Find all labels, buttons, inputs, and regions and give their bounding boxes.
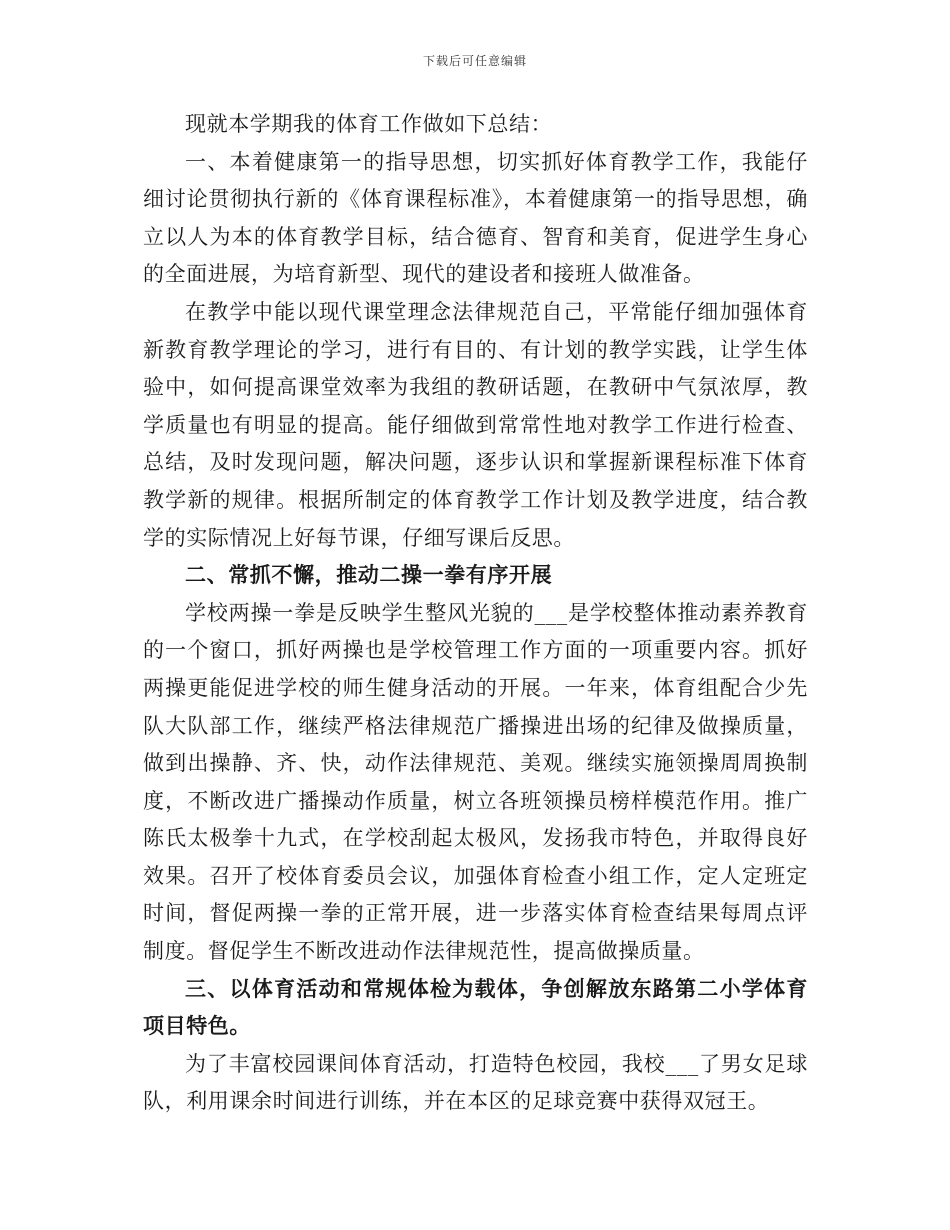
heading-section-3: 三、以体育活动和常规体检为载体，争创解放东路第二小学体育项目特色。 <box>143 976 808 1039</box>
page-header-note: 下载后可任意编辑 <box>422 54 527 68</box>
document-body <box>143 106 808 1121</box>
paragraph-teaching: 在教学中能以现代课堂理念法律规范自己，平常能仔细加强体育新教育教学理论的学习，进行有目的、有计划的教学实践，让学生体验中，如何提高课堂效率为我组的教研话题，在教研中气氛浓厚，教学质量也有明显的提高。能仔细做到常常性地对教学工作进行检查、总结，及时发现问题，解决问题，逐步认识和掌握新课程标准下体育教学新的规律。根据所制定的体育教学工作计划及教学进度，结合教学的实际情况上好每节课，仔细写课后反思。 <box>143 299 808 550</box>
paragraph-section-1: 一、本着健康第一的指导思想，切实抓好体育教学工作，我能仔细讨论贯彻执行新的《体育课程标准》，本着健康第一的指导思想，确立以人为本的体育教学目标，结合德育、智育和美育，促进学生身心的全面进展，为培育新型、现代的建设者和接班人做准备。 <box>143 149 808 287</box>
paragraph-exercises: 学校两操一拳是反映学生整风光貌的___是学校整体推动素养教育的一个窗口，抓好两操也是学校管理工作方面的一项重要内容。抓好两操更能促进学校的师生健身活动的开展。一年来，体育组配合少先队大队部工作，继续严格法律规范广播操进出场的纪律及做操质量，做到出操静、齐、快，动作法律规范、美观。继续实施领操周周换制度，不断改进广播操动作质量，树立各班领操员榜样模范作用。推广陈氏太极拳十九式，在学校刮起太极风，发扬我市特色，并取得良好效果。召开了校体育委员会议，加强体育检查小组工作，定人定班定时间，督促两操一拳的正常开展，进一步落实体育检查结果每周点评制度。督促学生不断改进动作法律规范性，提高做操质量。 <box>143 600 808 964</box>
heading-section-2: 二、常抓不懈，推动二操一拳有序开展 <box>185 563 553 588</box>
paragraph-football: 为了丰富校园课间体育活动，打造特色校园，我校___了男女足球队，利用课余时间进行训练，并在本区的足球竞赛中获得双冠王。 <box>143 1051 808 1114</box>
paragraph-intro: 现就本学期我的体育工作做如下总结： <box>185 112 553 136</box>
